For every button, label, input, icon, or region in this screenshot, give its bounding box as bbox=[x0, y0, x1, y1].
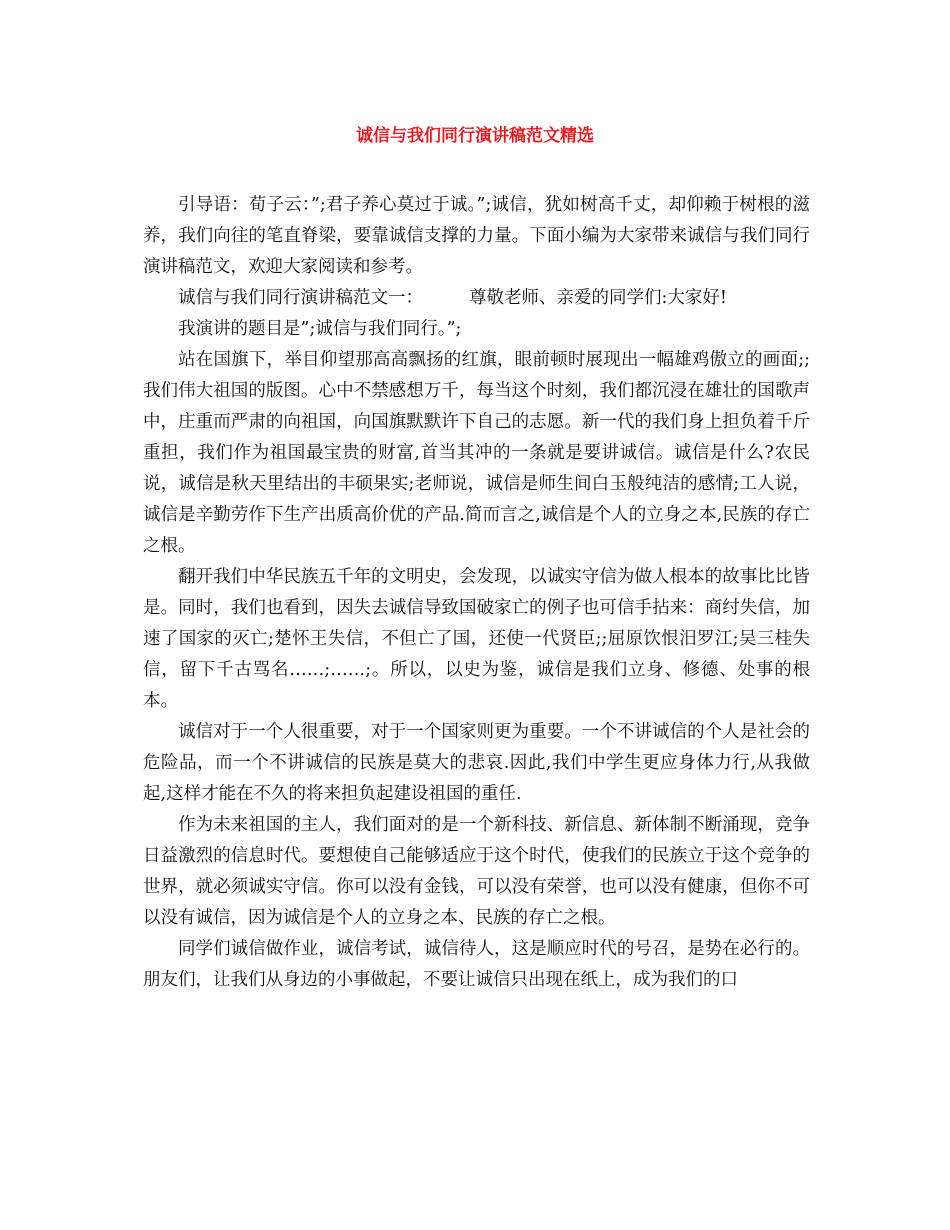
body-paragraph: 诚信对于一个人很重要，对于一个国家则更为重要。一个不讲诚信的个人是社会的危险品，而一个不讲诚信的民族是莫大的悲哀.因此,我们中学生更应身体力行,从我做起,这样才能在不久的将来担负起建设祖国的重任. bbox=[143, 722, 810, 804]
body-paragraph: 翻开我们中华民族五千年的文明史，会发现，以诚实守信为做人根本的故事比比皆是。同时，我们也看到，因失去诚信导致国破家亡的例子也可信手拈来：商纣失信，加速了国家的灭亡;楚怀王失信，不但亡了国，还使一代贤臣;;屈原饮恨汨罗江;吴三桂失信，留下千古骂名……;……;。所以，以史为鉴，诚信是我们立身、修德、处事的根本。 bbox=[143, 567, 810, 711]
intro-paragraph: 引导语：荀子云：”;君子养心莫过于诚。”;诚信，犹如树高千丈，却仰赖于树根的滋养，我们向往的笔直脊梁，要靠诚信支撑的力量。下面小编为大家带来诚信与我们同行演讲稿范文，欢迎大家阅读和参考。 bbox=[143, 195, 810, 277]
body-paragraph: 同学们诚信做作业，诚信考试，诚信待人，这是顺应时代的号召，是势在必行的。朋友们，让我们从身边的小事做起，不要让诚信只出现在纸上，成为我们的口 bbox=[143, 939, 810, 990]
body-paragraph: 站在国旗下，举目仰望那高高飘扬的红旗，眼前顿时展现出一幅雄鸡傲立的画面;;我们伟大祖国的版图。心中不禁感想万千，每当这个时刻，我们都沉浸在雄壮的国歌声中，庄重而严肃的向祖国，向国旗默默许下自己的志愿。新一代的我们身上担负着千斤重担，我们作为祖国最宝贵的财富,首当其冲的一条就是要讲诚信。诚信是什么?农民说，诚信是秋天里结出的丰硕果实;老师说，诚信是师生间白玉般纯洁的感情;工人说，诚信是辛勤劳作下生产出质高价优的产品.简而言之,诚信是个人的立身之本,民族的存亡之根。 bbox=[143, 350, 810, 556]
speech-topic-paragraph: 我演讲的题目是”;诚信与我们同行。”; bbox=[178, 319, 462, 339]
body-paragraph: 作为未来祖国的主人，我们面对的是一个新科技、新信息、新体制不断涌现，竞争日益激烈的信息时代。要想使自己能够适应于这个时代，使我们的民族立于这个竞争的世界，就必须诚实守信。你可以没有金钱，可以没有荣誉，也可以没有健康，但你不可以没有诚信，因为诚信是个人的立身之本、民族的存亡之根。 bbox=[143, 815, 810, 928]
document-body bbox=[143, 190, 810, 996]
speech-heading-line bbox=[143, 283, 810, 314]
salutation: 尊敬老师、亲爱的同学们:大家好! bbox=[469, 288, 727, 308]
document-title: 诚信与我们同行演讲稿范文精选 bbox=[356, 126, 594, 146]
speech-heading: 诚信与我们同行演讲稿范文一： bbox=[178, 288, 423, 308]
